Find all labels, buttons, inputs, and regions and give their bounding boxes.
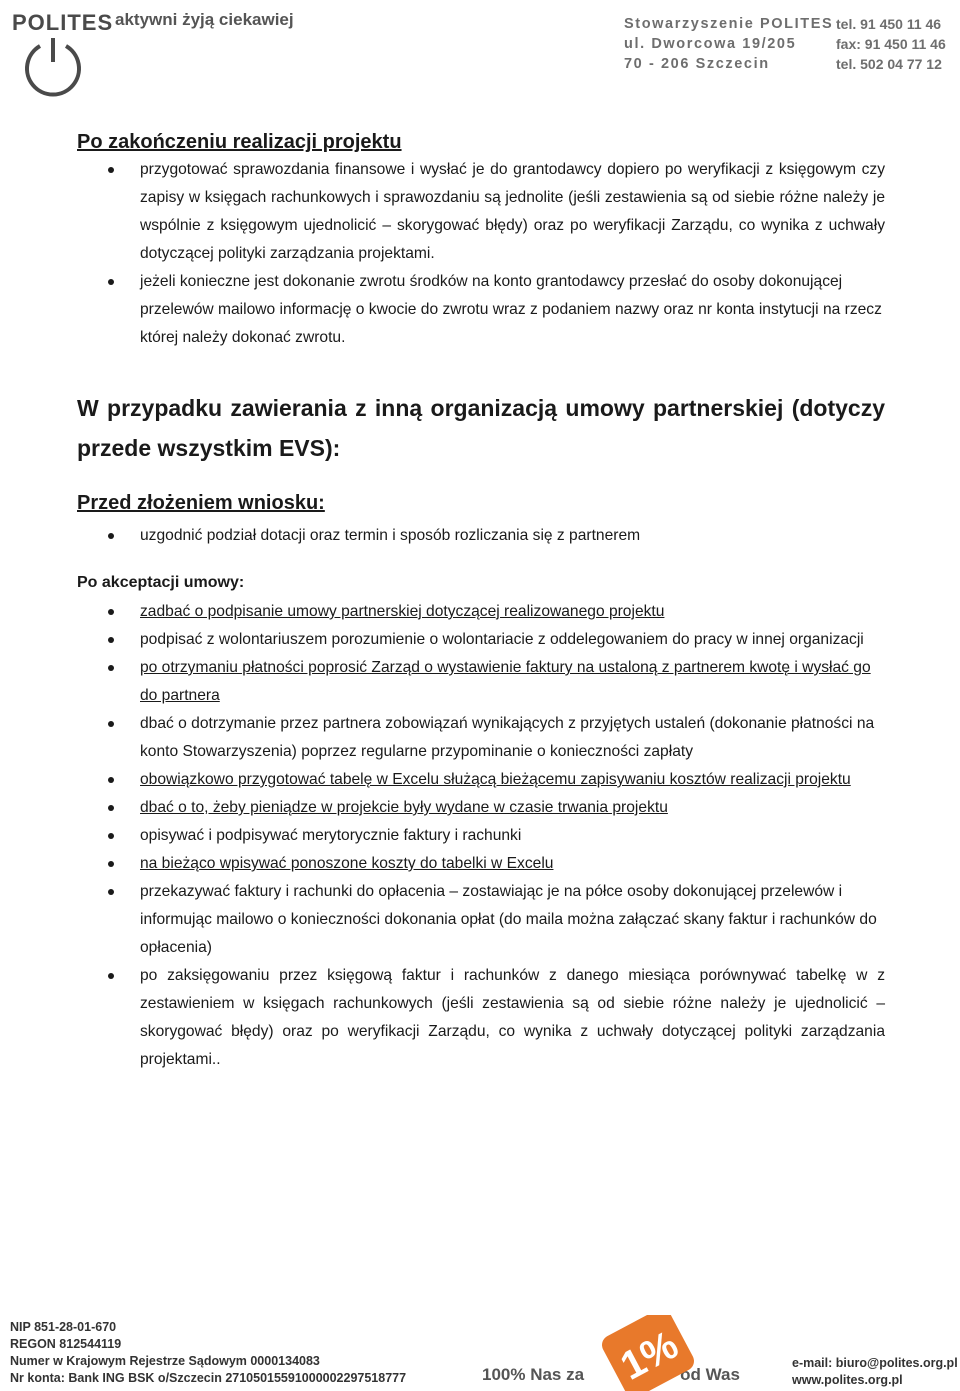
fax-line: fax: 91 450 11 46 (836, 36, 946, 52)
phone-line: tel. 91 450 11 46 (836, 16, 942, 32)
list-item: na bieżąco wpisywać ponoszone koszty do tabelki w Excelu (77, 850, 885, 878)
list-item: obowiązkowo przygotować tabelę w Excelu służącą bieżącemu zapisywaniu kosztów realizacji projektu (77, 766, 885, 794)
org-address (624, 14, 833, 74)
page-header (0, 0, 960, 100)
org-city: 70 - 206 Szczecin (624, 56, 770, 72)
slogan-right: od Was (680, 1365, 740, 1384)
list-item: po zaksięgowaniu przez księgową faktur i rachunków z danego miesiąca porównywać tabelkę w z zestawieniem w księgach rachunkowych (jeśli zestawienia są od siebie różne należy je ujednolicić – skorygować błędy) oraz po weryfikacji Zarządu, co wynika z uchwały dotyczącej polityki zarządzania projektami.. (77, 962, 885, 1074)
list-item: opisywać i podpisywać merytorycznie faktury i rachunki (77, 822, 885, 850)
list-item: przygotować sprawozdania finansowe i wysłać je do grantodawcy dopiero po weryfikacji z księgowym czy zapisy w księgach rachunkowych i sprawozdaniu są jednolite (jeśli zestawienia są od siebie różne należy je wspólnie z księgowym ujednolicić – skorygować błędy) oraz po weryfikacji Zarządu, co wynika z uchwały dotyczącej polityki zarządzania projektami. (77, 156, 885, 268)
section-heading-after-project: Po zakończeniu realizacji projektu (77, 131, 402, 153)
power-ring-icon (22, 38, 84, 100)
logo-wordmark: POLITES (12, 10, 114, 35)
krs-line: Numer w Krajowym Rejestrze Sądowym 0000134083 (10, 1354, 320, 1368)
document-body (77, 128, 885, 1074)
email-line: e-mail: biuro@polites.org.pl (792, 1356, 958, 1370)
mobile-line: tel. 502 04 77 12 (836, 56, 942, 72)
website-line: www.polites.org.pl (792, 1373, 903, 1387)
badge-text: 1% (613, 1322, 686, 1389)
registration-info (10, 1319, 406, 1387)
one-percent-badge (592, 1315, 704, 1391)
subheading-before-application: Przed złożeniem wniosku: (77, 492, 325, 514)
org-contact (836, 14, 946, 74)
list-item: dbać o dotrzymanie przez partnera zobowiązań wynikających z przyjętych ustaleń (dokonanie płatności na konto Stowarzyszenia) poprzez regularne przypominanie o konieczności zapłaty (77, 710, 885, 766)
nip-line: NIP 851-28-01-670 (10, 1320, 117, 1334)
contact-info (792, 1355, 958, 1389)
section-heading-partnership: W przypadku zawierania z inną organizacją umowy partnerskiej (dotyczy przede wszystkim EVS): (77, 395, 885, 461)
before-application-list (77, 522, 885, 550)
subheading-after-agreement: Po akceptacji umowy: (77, 574, 245, 591)
page-footer (0, 1315, 960, 1391)
list-item: jeżeli konieczne jest dokonanie zwrotu środków na konto grantodawcy przesłać do osoby dokonującej przelewów mailowo informację o kwocie do zwrotu wraz z podaniem nazwy oraz nr konta instytucji na rzecz której należy dokonać zwrotu. (77, 268, 885, 352)
org-name: Stowarzyszenie POLITES (624, 16, 834, 32)
slogan-left: 100% Nas za (482, 1365, 585, 1384)
list-item: dbać o to, żeby pieniądze w projekcie były wydane w czasie trwania projektu (77, 794, 885, 822)
after-project-list (77, 156, 885, 352)
org-street: ul. Dworcowa 19/205 (624, 36, 797, 52)
list-item: po otrzymaniu płatności poprosić Zarząd o wystawienie faktury na ustaloną z partnerem kwotę i wysłać go do partnera (77, 654, 885, 710)
slogan: aktywni żyją ciekawiej (115, 10, 294, 29)
after-agreement-list (77, 598, 885, 1074)
list-item: podpisać z wolontariuszem porozumienie o wolontariacie z oddelegowaniem do pracy w innej organizacji (77, 626, 885, 654)
bank-account-line: Nr konta: Bank ING BSK o/Szczecin 27105015591000002297518777 (10, 1371, 407, 1385)
list-item: zadbać o podpisanie umowy partnerskiej dotyczącej realizowanego projektu (77, 598, 885, 626)
list-item: przekazywać faktury i rachunki do opłacenia – zostawiając je na półce osoby dokonującej przelewów i informując mailowo o konieczności dokonania opłat (do maila można załączać skany faktur i rachunków do opłacenia) (77, 878, 885, 962)
regon-line: REGON 812544119 (10, 1337, 122, 1351)
list-item: uzgodnić podział dotacji oraz termin i sposób rozliczania się z partnerem (77, 522, 885, 550)
polites-logo (8, 8, 128, 94)
